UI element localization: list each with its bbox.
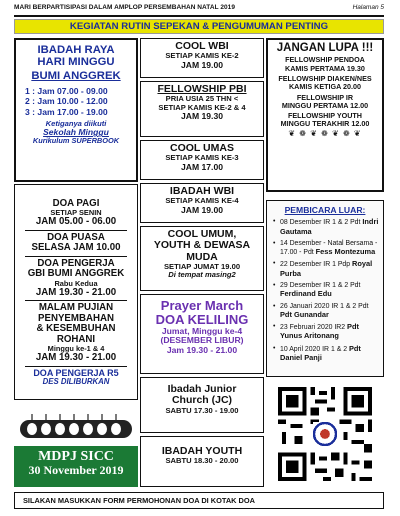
prayer-note: (DESEMBER LIBUR): [160, 335, 244, 346]
content-grid: [14, 38, 384, 487]
speaker-name: Pdt Yunus Aritonang: [280, 322, 359, 341]
pbi-sub-2: SETIAP KAMIS KE-2 & 4: [158, 102, 246, 112]
doa-puasa-title: DOA PUASA: [47, 231, 105, 243]
speaker-item: • 23 Februari 2020 IR2 Pdt Yunus Aritonang: [273, 322, 359, 341]
speaker-date: 29 Desember IR 1 & 2 Pdt: [280, 281, 361, 289]
pembicara-box: [266, 200, 384, 377]
youth-time: SABTU 18.30 - 20.00: [165, 456, 239, 466]
doa-pagi-time: JAM 05.00 - 06.00: [35, 216, 117, 228]
cool-wbi-title: COOL WBI: [175, 40, 229, 52]
page-number: Halaman 5: [352, 4, 384, 11]
doa-r5-note: DES DILIBURKAN: [42, 377, 110, 387]
top-announcement: MARI BERPARTISIPASI DALAM AMPLOP PERSEMBAHAN NATAL 2019: [14, 4, 236, 11]
junior-church-box: [140, 377, 264, 433]
sub-note-3: Kurikulum SUPERBOOK: [32, 136, 120, 146]
fellowship-pendoa: [268, 56, 382, 73]
umum-title-2: YOUTH & DEWASA: [153, 239, 251, 252]
ibadah-wbi-box: [140, 183, 264, 223]
jangan-lupa-box: [266, 38, 384, 192]
iwbi-title: IBADAH WBI: [169, 185, 235, 197]
ibadah-title: IBADAH RAYA: [37, 44, 115, 56]
umas-time: JAM 17.00: [180, 161, 224, 172]
sicc-date: 30 November 2019: [28, 463, 124, 478]
speaker-item: • 29 Desember IR 1 & 2 Pdt Ferdinand Edu: [273, 281, 361, 299]
cool-wbi-sub: SETIAP KAMIS KE-2: [165, 51, 239, 61]
footer-note: SILAKAN MASUKKAN FORM PERMOHONAN DOA DI KOTAK DOA: [14, 492, 384, 509]
qr-code-icon[interactable]: [274, 383, 376, 485]
junior-title-2: Church (JC): [171, 394, 233, 407]
cool-wbi-time: JAM 19.00: [180, 59, 224, 70]
speaker-item: • 10 April 2020 IR 1 & 2 Pdt Daniel Panji: [273, 343, 361, 362]
speaker-date: 22 Desember IR 1 Pdp: [280, 261, 351, 269]
f1-time: KAMIS PERTAMA 19.30: [285, 63, 365, 73]
jangan-title: JANGAN LUPA !!!: [276, 42, 374, 54]
ibadah-title-2: HARI MINGGU: [37, 56, 115, 69]
speaker-name: Royal Purba: [280, 259, 373, 278]
speaker-item: • 08 Desember IR 1 & 2 Pdt Indri Gautama: [273, 217, 379, 236]
prayer-subtitle: DOA KELILING: [155, 312, 249, 328]
pbi-time: JAM 19.30: [180, 110, 224, 121]
section-banner: KEGIATAN RUTIN SEPEKAN & PENGUMUMAN PENTING: [14, 19, 384, 34]
f1-title: FELLOWSHIP PENDOA: [285, 55, 365, 65]
speaker-item: • 14 Desember - Natal Bersama - 17.00 - Pdt Fess Montezuma: [273, 239, 378, 257]
speaker-item: • 22 Desember IR 1 Pdp Royal Purba: [273, 259, 373, 278]
sub-note-2: Sekolah Minggu: [43, 127, 109, 138]
session-1: 1 : Jam 07.00 - 09.00: [25, 85, 108, 96]
prayer-march-box: [140, 294, 264, 374]
f3-time: MINGGU PERTAMA 12.00: [281, 100, 369, 110]
divider: [25, 230, 127, 231]
prayer-title: Prayer March: [160, 298, 244, 313]
junior-time: SABTU 17.30 - 19.00: [165, 405, 239, 415]
divider: [25, 366, 127, 367]
ornament-border: ❦ ❁ ❦ ❁ ❦ ❁ ❦: [288, 128, 362, 138]
speaker-name: Ferdinand Edu: [280, 289, 332, 299]
fellowship-pbi-box: [140, 81, 264, 137]
ibadah-youth-box: [140, 436, 264, 487]
candles-icon: [14, 402, 138, 444]
sicc-title: MDPJ SICC: [38, 449, 114, 464]
column-right: [266, 38, 384, 487]
ibadah-location: BUMI ANGGREK: [31, 70, 121, 83]
divider: [25, 256, 127, 257]
umum-time: SETIAP JUMAT 19.00: [163, 261, 241, 271]
doa-r5-title: DOA PENGERJA R5: [33, 367, 119, 378]
doa-pagi-title: DOA PAGI: [52, 198, 100, 209]
umum-title-3: MUDA: [186, 250, 218, 263]
f4-time: MINGGU TERAKHIR 12.00: [280, 119, 370, 129]
doa-pengerja-place: GBI BUMI ANGGREK: [27, 268, 125, 280]
column-middle: [140, 38, 264, 487]
session-2: 2 : Jam 10.00 - 12.00: [25, 96, 108, 107]
umum-place: Di tempat masing2: [168, 270, 236, 280]
f2-time: KAMIS KETIGA 20.00: [288, 82, 362, 92]
malam-pujian-2: PENYEMBAHAN: [38, 312, 114, 324]
top-divider: [14, 15, 384, 17]
speaker-date: 10 April 2020 IR 1 & 2: [280, 345, 348, 353]
session-3: 3 : Jam 17.00 - 19.00: [25, 106, 108, 117]
cool-umum-box: [140, 226, 264, 291]
junior-title-1: Ibadah Junior: [167, 383, 237, 395]
f3-title: FELLOWSHIP IR: [296, 92, 354, 102]
candles-illustration: [14, 402, 138, 444]
speaker-name: Pdt Daniel Panji: [280, 343, 361, 362]
youth-title: IBADAH YOUTH: [161, 445, 243, 457]
speaker-date: 26 Januari 2020 IR 1 & 2 Pdt: [280, 302, 369, 310]
prayer-day: Jumat, Minggu ke-4: [161, 326, 243, 337]
fellowship-diaken: [268, 75, 382, 92]
malam-pujian-3: & KESEMBUHAN: [36, 323, 116, 335]
ibadah-raya-box: [14, 38, 138, 182]
umas-sub: SETIAP KAMIS KE-3: [165, 153, 239, 163]
doa-pengerja-time: JAM 19.30 - 21.00: [35, 286, 117, 298]
speaker-name: Indri Gautama: [280, 217, 379, 236]
doa-pengerja-day: Rabu Kedua: [54, 278, 98, 288]
cool-umas-box: [140, 140, 264, 180]
speaker-name: Fess Montezuma: [315, 247, 376, 257]
doa-box: [14, 184, 138, 400]
speaker-name: Pdt Gunandar: [280, 309, 329, 319]
doa-puasa-time: SELASA JAM 10.00: [31, 242, 121, 254]
divider: [25, 300, 127, 301]
fellowship-youth: [268, 112, 382, 129]
umas-title: COOL UMAS: [170, 142, 234, 154]
pbi-sub-1: PRIA USIA 25 THN <: [165, 94, 239, 104]
speaker-date: 14 Desember - Natal Bersama - 17.00 - Pdt: [280, 239, 378, 257]
pbi-title: FELLOWSHIP PBI: [157, 83, 247, 95]
iwbi-time: JAM 19.00: [180, 204, 224, 215]
umum-title-1: COOL UMUM,: [167, 228, 237, 240]
speaker-item: • 26 Januari 2020 IR 1 & 2 Pdt Pdt Gunandar: [273, 302, 369, 319]
sub-note-1: Ketiganya diikuti: [45, 119, 107, 129]
column-left: [14, 38, 138, 487]
doa-pagi-sub: SETIAP SENIN: [50, 208, 102, 218]
speaker-date: 08 Desember IR 1 & 2 Pdt: [280, 219, 361, 227]
fellowship-ir: [268, 94, 382, 111]
pembicara-title: PEMBICARA LUAR:: [284, 205, 366, 215]
f4-title: FELLOWSHIP YOUTH: [287, 111, 362, 121]
ibadah-schedule: [16, 86, 136, 117]
prayer-time: Jam 19.30 - 21.00: [166, 344, 238, 355]
doa-pengerja-title: DOA PENGERJA: [37, 257, 115, 269]
malam-pujian-1: MALAM PUJIAN: [38, 302, 114, 314]
speaker-date: 23 Februari 2020 IR2: [280, 324, 346, 332]
malam-pujian-day: Minggu ke-1 & 4: [47, 344, 105, 354]
cool-wbi-box: [140, 38, 264, 78]
malam-pujian-4: ROHANI: [56, 333, 96, 345]
malam-pujian-time: JAM 19.30 - 21.00: [35, 352, 117, 364]
f2-title: FELLOWSHIP DIAKEN/NES: [278, 73, 372, 83]
iwbi-sub: SETIAP KAMIS KE-4: [165, 196, 239, 206]
sicc-badge: [14, 446, 138, 487]
